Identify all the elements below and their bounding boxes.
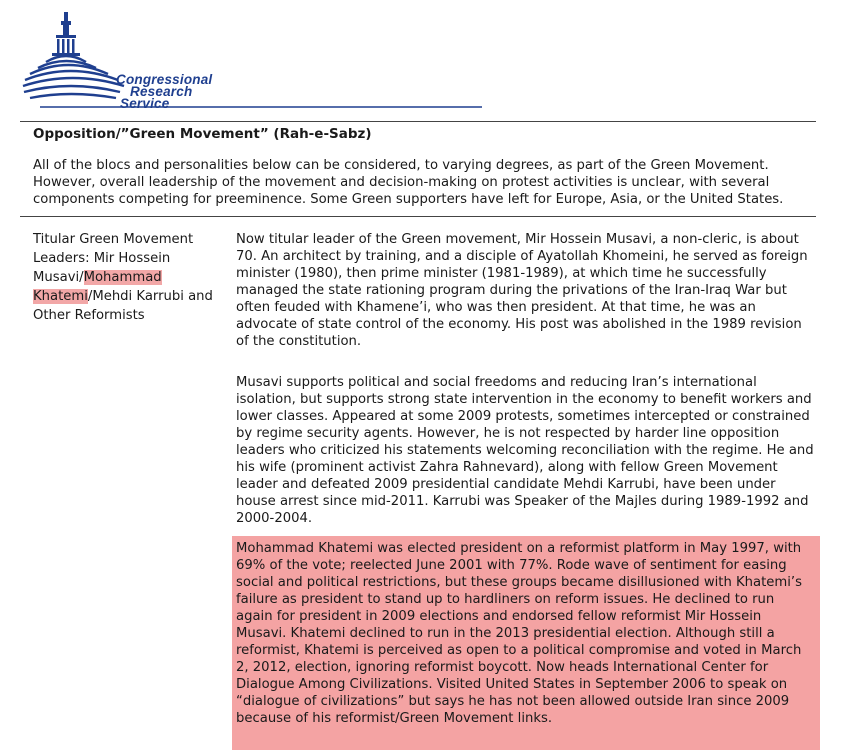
crs-logo-text <box>116 74 212 110</box>
musavi-paragraph-2: Musavi supports political and social freedoms and reducing Iran’s international isolation, but supports strong state intervention in the economy to benefit workers and lower classes. Appeared at some 2009 protests, sometimes intercepted or constrained by regime security agents. However, he is not respected by harder line opposition leaders who criticized his statements welcoming reconciliation with the regime. He and his wife (prominent activist Zahra Rahnevard), along with fellow Green Movement leader and defeated 2009 presidential candidate Mehdi Karrubi, have been under house arrest since mid-2011. Karrubi was Speaker of the Majles during 1989-1992 and 2000-2004. <box>236 375 814 526</box>
capitol-dome-icon <box>20 10 490 115</box>
section-intro: All of the blocs and personalities below can be considered, to varying degrees, as part of the Green Movement. However, overall leadership of the movement and decision-making on protest activities is unclear, with several components competing for preeminence. Some Green supporters have left for Europe, Asia, or the United States. <box>33 158 784 207</box>
row-label <box>33 230 223 325</box>
row-label-part-1: Titular Green Movement Leaders: Mir Hossein Musavi/ <box>33 232 194 285</box>
khatemi-highlighted-paragraph: Mohammad Khatemi was elected president on a reformist platform in May 1997, with 69% of the vote; reelected June 2001 with 77%. Rode wave of sentiment for easing social and political restrictions, but these groups became disillusioned with Khatemi’s failure as president to stand up to hardliners on reform issues. He declined to run again for president in 2009 elections and endorsed fellow reformist Mir Hossein Musavi. Khatemi declined to run in the 2013 presidential election. Although still a reformist, Khatemi is perceived as open to a political compromise and voted in March 2, 2012, election, ignoring reformist boycott. Now heads International Center for Dialogue Among Civilizations. Visited United States in September 2006 to speak on “dialogue of civilizations” but says he has not been allowed outside Iran since 2009 because of his reformist/Green Movement links. <box>232 536 820 750</box>
logo-line-2: Research <box>130 84 193 99</box>
musavi-paragraph-1: Now titular leader of the Green movement, Mir Hossein Musavi, a non-cleric, is about 70. An architect by training, and a disciple of Ayatollah Khomeini, he served as foreign minister (1980), then prime minister (1981-1989), at which time he successfully managed the state rationing program during the privations of the Iran-Iraq War but often feuded with Khamene’i, who was then president. At that time, he was an advocate of state control of the economy. His post was abolished in the 1989 revision of the constitution. <box>236 232 808 349</box>
table-divider-rule <box>20 216 816 217</box>
highlighted-name: Mohammad Khatemi <box>33 270 162 304</box>
section-title: Opposition/”Green Movement” (Rah-e-Sabz) <box>33 126 372 142</box>
table-top-rule <box>20 121 816 122</box>
logo-line-3: Service <box>120 96 170 111</box>
crs-logo <box>20 10 490 115</box>
row-label-part-2: /Mehdi Karrubi and Other Reformists <box>33 289 213 323</box>
logo-line-1: Congressional <box>116 72 213 87</box>
